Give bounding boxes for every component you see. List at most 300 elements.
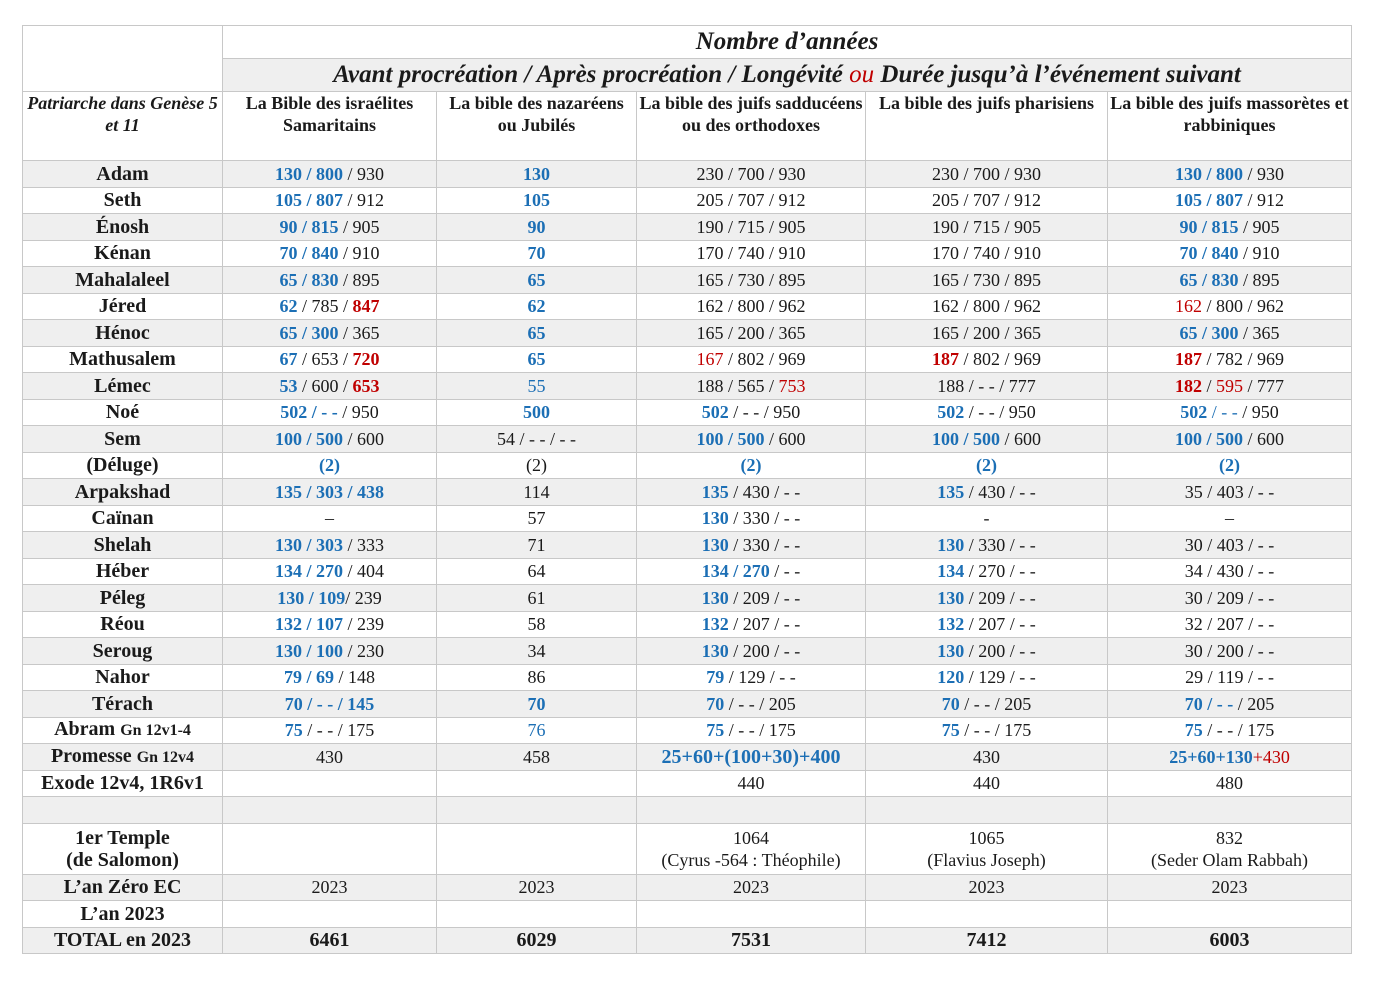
value-segment: / 239: [345, 587, 382, 608]
value-segment: / 800 / 962: [1202, 296, 1285, 317]
value-segment: 79: [706, 667, 725, 688]
temple-name-line1: 1er Temple: [75, 826, 170, 849]
temple-source: (Seder Olam Rabbah): [1151, 849, 1308, 870]
value-cell: [437, 426, 637, 453]
temple-value: 1065: [968, 827, 1005, 848]
value-cell: [223, 320, 437, 347]
value-segment: / 365: [1238, 322, 1280, 343]
value-segment: 30 / 200 / - -: [1184, 640, 1275, 661]
value-segment: 64: [527, 561, 546, 582]
value-segment: 502: [701, 402, 729, 423]
value-segment: / 777: [1243, 375, 1285, 396]
value-segment: 53: [279, 375, 298, 396]
row-name-an-2023: L’an 2023: [23, 901, 223, 928]
value-segment: 70 / 840: [279, 243, 339, 264]
row-name: [23, 267, 223, 294]
value-segment: 65: [527, 349, 546, 370]
value-segment: / 600: [1243, 428, 1285, 449]
value-segment: 55: [527, 375, 546, 396]
temple-value: 832: [1216, 827, 1244, 848]
patriarch-name: Jéred: [98, 295, 147, 318]
value-cell: [437, 479, 637, 506]
value-cell: [223, 505, 437, 532]
value-cell: [223, 373, 437, 400]
value-segment: 30 / 209 / - -: [1184, 587, 1275, 608]
row-name-total: TOTAL en 2023: [23, 927, 223, 954]
value-cell: [866, 558, 1108, 585]
temple-value: 1064: [733, 827, 769, 848]
value-cell: [866, 691, 1108, 718]
value-segment: / 148: [334, 667, 376, 688]
value-cell: [223, 267, 437, 294]
value-cell: [437, 770, 637, 797]
row-name-an-zero: L’an Zéro EC: [23, 874, 223, 901]
value-cell: [637, 214, 866, 241]
table-row: [23, 691, 1352, 718]
table-row: [23, 558, 1352, 585]
value-cell: [866, 373, 1108, 400]
value-segment: 65: [527, 269, 546, 290]
patriarch-name: Péleg: [99, 586, 146, 609]
value-segment: / - - / 175: [959, 720, 1032, 741]
row-name: [23, 611, 223, 638]
value-segment: 67: [279, 349, 298, 370]
value-cell: [437, 267, 637, 294]
patriarch-name: Caïnan: [91, 507, 154, 530]
value-cell: [1108, 744, 1352, 771]
value-segment: 100 / 500: [696, 428, 765, 449]
value-segment: 65 / 300: [279, 322, 339, 343]
value-segment: / 895: [338, 269, 380, 290]
value-segment: 162 / 800 / 962: [696, 296, 806, 317]
value-cell: [1108, 293, 1352, 320]
value-segment: 32 / 207 / - -: [1184, 614, 1275, 635]
value-cell: [1108, 797, 1352, 824]
value-cell: [866, 505, 1108, 532]
subtitle-ou: ou: [849, 61, 875, 88]
value-cell: [866, 346, 1108, 373]
value-segment: 653: [352, 375, 380, 396]
row-name-temple: [23, 823, 223, 874]
value-cell: [637, 346, 866, 373]
an-zero-cell: 2023: [223, 874, 437, 901]
patriarch-name: Hénoc: [95, 321, 150, 344]
value-cell: [866, 638, 1108, 665]
value-cell: [866, 744, 1108, 771]
value-segment: 134 / 270: [274, 561, 343, 582]
value-cell: [637, 452, 866, 479]
row-name: [23, 744, 223, 771]
value-cell: [1108, 558, 1352, 585]
value-segment: 132 / 107: [274, 614, 343, 635]
patriarch-name: Sem: [104, 427, 141, 450]
value-segment: 35 / 403 / - -: [1184, 481, 1275, 502]
value-cell: [866, 293, 1108, 320]
value-cell: [437, 611, 637, 638]
value-segment: 105: [523, 190, 550, 211]
patriarch-name: Héber: [95, 560, 150, 583]
value-cell: [1108, 479, 1352, 506]
patriarch-name: Nahor: [95, 666, 150, 689]
value-segment: / 239: [343, 614, 385, 635]
value-cell: [637, 664, 866, 691]
value-cell: [866, 161, 1108, 188]
value-cell: [866, 664, 1108, 691]
patriarch-name: Réou: [100, 613, 145, 636]
table-row: [23, 770, 1352, 797]
table-row: [23, 717, 1352, 744]
value-cell: [637, 293, 866, 320]
value-cell: [1108, 214, 1352, 241]
value-cell: [437, 744, 637, 771]
table-row: [23, 532, 1352, 559]
value-segment: / 207 / - -: [728, 614, 801, 635]
value-cell: [637, 797, 866, 824]
table-row: [23, 346, 1352, 373]
value-segment: 34: [527, 640, 546, 661]
value-segment: 165 / 730 / 895: [931, 269, 1041, 290]
value-segment: / 365: [338, 322, 380, 343]
value-cell: [437, 320, 637, 347]
row-name: [23, 240, 223, 267]
header-samaritans: La Bible des israélites Samaritains: [223, 92, 437, 161]
value-segment: / 905: [1238, 216, 1280, 237]
value-segment: 130: [701, 587, 729, 608]
value-cell: [866, 267, 1108, 294]
value-segment: 71: [527, 534, 546, 555]
value-segment: / 802 / 969: [958, 349, 1041, 370]
value-segment: / 205: [1233, 693, 1275, 714]
value-segment: (2): [1219, 455, 1241, 476]
value-segment: 57: [527, 508, 546, 529]
value-cell: [866, 399, 1108, 426]
value-segment: 90 / 815: [279, 216, 339, 237]
table-row: [23, 611, 1352, 638]
value-cell: [637, 744, 866, 771]
value-segment: 25+60+(100+30)+400: [661, 745, 841, 768]
value-cell: [1108, 373, 1352, 400]
value-cell: [437, 691, 637, 718]
header-nazareens: La bible des nazaréens ou Jubilés: [437, 92, 637, 161]
total-cell: 7531: [637, 927, 866, 954]
value-segment: 130: [937, 587, 965, 608]
patriarch-name: Seroug: [92, 639, 153, 662]
value-segment: 130: [701, 640, 729, 661]
value-segment: 165 / 200 / 365: [696, 322, 806, 343]
value-cell: [223, 770, 437, 797]
patriarch-name: Arpakshad: [74, 480, 171, 503]
value-segment: 105 / 807: [274, 190, 343, 211]
value-segment: / - - / 950: [728, 402, 801, 423]
value-cell: [866, 611, 1108, 638]
value-segment: 90 / 815: [1179, 216, 1239, 237]
value-cell: [637, 267, 866, 294]
value-cell: [637, 373, 866, 400]
value-segment: / 600: [764, 428, 806, 449]
value-segment: 130: [937, 534, 965, 555]
row-name: [23, 585, 223, 612]
row-name: [23, 770, 223, 797]
patriarch-name: Adam: [96, 162, 149, 185]
value-cell: [223, 452, 437, 479]
value-segment: / 600: [343, 428, 385, 449]
patriarch-name: Noé: [105, 401, 140, 424]
value-segment: 134: [937, 561, 965, 582]
value-segment: 135: [701, 481, 729, 502]
value-segment: (2): [319, 455, 340, 476]
row-name: [23, 214, 223, 241]
value-cell: [223, 638, 437, 665]
value-segment: 430: [316, 746, 343, 767]
value-cell: [437, 452, 637, 479]
value-cell: [1108, 691, 1352, 718]
value-segment: 29 / 119 / - -: [1185, 667, 1274, 688]
value-segment: 130 / 109: [277, 587, 346, 608]
value-segment: 61: [527, 587, 546, 608]
value-cell: [637, 770, 866, 797]
value-cell: [223, 558, 437, 585]
table-subtitle: [223, 59, 1352, 92]
value-segment: 65: [527, 322, 546, 343]
value-segment: 190 / 715 / 905: [931, 216, 1041, 237]
temple-cell: [223, 823, 437, 874]
value-cell: [437, 585, 637, 612]
value-segment: / 950: [1237, 402, 1279, 423]
table-title: Nombre d’années: [223, 26, 1352, 59]
value-segment: –: [325, 508, 334, 529]
header-patriarch: Patriarche dans Genèse 5 et 11: [23, 92, 223, 161]
total-cell: 6003: [1108, 927, 1352, 954]
an-zero-cell: 2023: [637, 874, 866, 901]
value-segment: -: [983, 508, 990, 529]
row-name: [23, 426, 223, 453]
value-cell: [437, 638, 637, 665]
value-segment: 130 / 303: [274, 534, 343, 555]
value-cell: [866, 426, 1108, 453]
value-segment: (2): [526, 455, 547, 476]
value-cell: [223, 532, 437, 559]
value-segment: 502 / - -: [280, 402, 338, 423]
value-segment: 753: [778, 375, 806, 396]
value-cell: [437, 797, 637, 824]
value-cell: [866, 717, 1108, 744]
subtitle-part1: Avant procréation / Après procréation / Longévité: [333, 61, 850, 88]
row-name: [23, 638, 223, 665]
value-segment: (2): [740, 455, 762, 476]
subtitle-part2: Durée jusqu’à l’événement suivant: [874, 61, 1241, 88]
row-name: [23, 161, 223, 188]
row-name: [23, 399, 223, 426]
value-segment: 130 / 800: [274, 163, 343, 184]
value-segment: 165 / 730 / 895: [696, 269, 806, 290]
value-cell: [1108, 664, 1352, 691]
value-cell: [637, 320, 866, 347]
value-segment: 188 / - - / 777: [937, 375, 1036, 396]
patriarch-name: Lémec: [94, 374, 151, 397]
value-segment: 86: [527, 667, 546, 688]
value-cell: [637, 611, 866, 638]
value-segment: / 209 / - -: [964, 587, 1036, 608]
table-row: [23, 638, 1352, 665]
total-cell: 7412: [866, 927, 1108, 954]
value-segment: 75: [284, 720, 303, 741]
verse-reference: Gn 12v1-4: [120, 722, 191, 740]
value-cell: [866, 479, 1108, 506]
row-name: [23, 664, 223, 691]
value-cell: [1108, 161, 1352, 188]
value-segment: 114: [523, 481, 550, 502]
total-cell: 6029: [437, 927, 637, 954]
table-row: [23, 161, 1352, 188]
row-name: [23, 717, 223, 744]
value-cell: [1108, 346, 1352, 373]
value-segment: / - - / 175: [302, 720, 375, 741]
value-segment: / 653 /: [297, 349, 353, 370]
value-cell: [437, 346, 637, 373]
value-cell: [437, 532, 637, 559]
value-cell: [637, 505, 866, 532]
value-cell: [223, 399, 437, 426]
value-segment: 170 / 740 / 910: [696, 243, 806, 264]
value-segment: / 600: [1000, 428, 1042, 449]
temple-cell: [1108, 823, 1352, 874]
value-segment: 230 / 700 / 930: [696, 163, 806, 184]
patriarch-name: Térach: [91, 692, 154, 715]
value-segment: / 430 / - -: [728, 481, 801, 502]
value-segment: / 430 / - -: [964, 481, 1036, 502]
value-cell: [866, 532, 1108, 559]
value-segment: 25+60+130: [1169, 746, 1253, 767]
value-segment: / 600 /: [297, 375, 353, 396]
value-cell: [223, 691, 437, 718]
value-cell: [1108, 320, 1352, 347]
value-segment: / 950: [337, 402, 379, 423]
value-segment: / 905: [338, 216, 380, 237]
table-row: [23, 320, 1352, 347]
patriarch-name: Shelah: [93, 533, 152, 556]
patriarch-name: (Déluge): [86, 454, 159, 477]
patriarch-name: Kénan: [94, 242, 151, 265]
table-row: [23, 797, 1352, 824]
an-zero-cell: 2023: [1108, 874, 1352, 901]
value-segment: / 230: [343, 640, 385, 661]
value-cell: [866, 320, 1108, 347]
table-row: [23, 267, 1352, 294]
value-cell: [1108, 426, 1352, 453]
value-segment: / 930: [343, 163, 385, 184]
value-cell: [1108, 770, 1352, 797]
value-cell: [223, 717, 437, 744]
empty-cell: [866, 901, 1108, 928]
value-cell: [1108, 532, 1352, 559]
patriarch-name: Promesse: [50, 744, 132, 767]
value-segment: 135: [937, 481, 965, 502]
value-cell: [223, 664, 437, 691]
value-segment: 230 / 700 / 930: [931, 163, 1041, 184]
value-segment: 135 / 303 / 438: [274, 481, 384, 502]
value-segment: 205 / 707 / 912: [931, 190, 1041, 211]
value-cell: [1108, 452, 1352, 479]
value-segment: 100 / 500: [931, 428, 1000, 449]
value-segment: / 330 / - -: [964, 534, 1036, 555]
table-row: [23, 187, 1352, 214]
value-segment: / 200 / - -: [964, 640, 1036, 661]
value-segment: / - - / 175: [1202, 720, 1275, 741]
value-cell: [223, 611, 437, 638]
value-cell: [1108, 505, 1352, 532]
row-name: [23, 346, 223, 373]
header-pharisiens: La bible des juifs pharisiens: [866, 92, 1108, 161]
row-name: [23, 479, 223, 506]
temple-name-line2: (de Salomon): [66, 848, 179, 871]
empty-cell: [1108, 901, 1352, 928]
value-segment: / 404: [343, 561, 385, 582]
value-segment: (2): [976, 455, 997, 476]
value-cell: [437, 214, 637, 241]
value-segment: / 912: [1243, 190, 1285, 211]
value-segment: 70: [527, 693, 546, 714]
value-segment: 440: [737, 773, 765, 794]
temple-cell: [637, 823, 866, 874]
value-cell: [437, 558, 637, 585]
table-row: [23, 505, 1352, 532]
value-cell: [866, 770, 1108, 797]
row-name: [23, 373, 223, 400]
value-cell: [1108, 267, 1352, 294]
row-name: [23, 505, 223, 532]
value-cell: [866, 214, 1108, 241]
verse-reference: Gn 12v4: [136, 748, 195, 766]
table-row: [23, 240, 1352, 267]
value-cell: [1108, 240, 1352, 267]
value-cell: [1108, 585, 1352, 612]
value-segment: 502: [937, 402, 965, 423]
value-segment: 132: [701, 614, 729, 635]
value-segment: +430: [1252, 746, 1290, 767]
value-segment: / - - / 205: [959, 693, 1032, 714]
table-row: [23, 293, 1352, 320]
value-segment: 62: [279, 296, 298, 317]
row-name: [23, 293, 223, 320]
value-cell: [637, 638, 866, 665]
an-zero-cell: 2023: [437, 874, 637, 901]
value-cell: [866, 452, 1108, 479]
value-segment: / 207 / - -: [964, 614, 1036, 635]
row-name: [23, 532, 223, 559]
value-segment: 130: [701, 508, 729, 529]
table-row: [23, 373, 1352, 400]
value-segment: 167: [696, 349, 724, 370]
value-cell: [866, 240, 1108, 267]
value-cell: [223, 293, 437, 320]
row-name: [23, 320, 223, 347]
table-row: [23, 585, 1352, 612]
value-segment: / 910: [338, 243, 380, 264]
value-segment: 502: [1180, 402, 1208, 423]
value-segment: 54 / - - / - -: [497, 428, 576, 449]
corner-cell: [23, 26, 223, 92]
row-name: [23, 558, 223, 585]
empty-cell: [637, 901, 866, 928]
value-cell: [637, 187, 866, 214]
value-segment: 595: [1216, 375, 1244, 396]
value-cell: [437, 664, 637, 691]
value-cell: [1108, 717, 1352, 744]
table-row: [23, 426, 1352, 453]
temple-cell: [437, 823, 637, 874]
value-segment: 76: [527, 720, 546, 741]
value-segment: 120: [937, 667, 965, 688]
